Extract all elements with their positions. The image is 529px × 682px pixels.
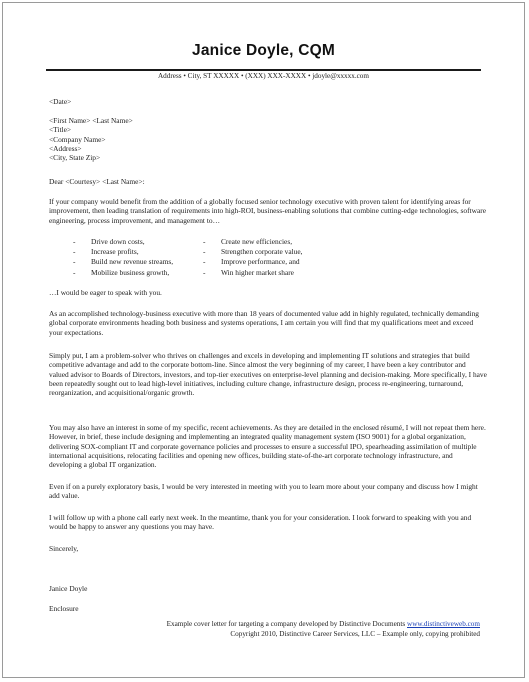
paragraph-experience xyxy=(49,309,487,337)
recipient-block xyxy=(49,116,487,162)
intro-paragraph xyxy=(49,197,487,225)
header-rule xyxy=(46,69,481,71)
enclosure-text: Enclosure xyxy=(49,604,79,613)
sender-name: Janice Doyle, CQM xyxy=(192,42,335,59)
salutation-text: Dear <Courtesy> <Last Name>: xyxy=(49,177,145,186)
bullet-dash-icon: - xyxy=(73,237,76,246)
bullet-row xyxy=(73,268,373,278)
paragraph-achievements xyxy=(49,423,487,469)
footer-website-link[interactable]: www.distinctiveweb.com xyxy=(407,620,480,628)
closing xyxy=(49,544,487,553)
bullet-dash-icon: - xyxy=(73,257,76,267)
date-line xyxy=(49,97,487,106)
bullet-item: Strengthen corporate value, xyxy=(221,247,303,257)
bullet-dash-icon: - xyxy=(203,237,206,246)
salutation xyxy=(49,177,487,186)
paragraph-meeting xyxy=(49,482,487,501)
bullet-item: Improve performance, and xyxy=(221,257,300,267)
paragraph-text: As an accomplished technology-business executive with more than 18 years of documented value add in highly regulated, technically demanding global corporate environments heading both business and systems operations, I am certain you will find that my qualifications meet and exceed your expectations. xyxy=(49,309,479,337)
bullet-dash-icon: - xyxy=(203,267,206,277)
recipient-company: <Company Name> xyxy=(49,134,106,144)
bullet-item: Create new efficiencies, xyxy=(221,237,293,246)
bullet-item: Drive down costs, xyxy=(91,237,145,246)
paragraph-text: Even if on a purely exploratory basis, I would be very interested in meeting with you to learn more about your company and discuss how I might add value. xyxy=(49,482,478,501)
recipient-city: <City, State Zip> xyxy=(49,153,101,163)
paragraph-problem-solver xyxy=(49,351,487,397)
paragraph-text: I will follow up with a phone call early next week. In the meantime, thank you for your consideration. I look forward to speaking with you and would be happy to answer any questions you may have. xyxy=(49,513,472,532)
bullet-row xyxy=(73,247,373,257)
bullet-dash-icon: - xyxy=(203,257,206,267)
footer-text: Example cover letter for targeting a company developed by Distinctive Documents xyxy=(166,620,406,628)
letter-date: <Date> xyxy=(49,97,72,106)
contact-line: Address • City, ST XXXXX • (XXX) XXX-XXXX • jdoyle@xxxxx.com xyxy=(157,72,369,80)
bullet-dash-icon: - xyxy=(73,267,76,277)
intro-text: If your company would benefit from the addition of a globally focused senior technology executive with proven talent for identifying areas for improvement, then leading translation of requirements into high-ROI, business-enabling solutions that combine cutting-edge technologies, software engineering, process improvement, and management to… xyxy=(49,197,486,225)
signature xyxy=(49,584,487,593)
eager-line xyxy=(49,288,487,297)
recipient-address: <Address> xyxy=(49,143,82,153)
bullet-dash-icon: - xyxy=(73,247,76,257)
bullet-item: Win higher market share xyxy=(221,267,294,277)
signature-name: Janice Doyle xyxy=(49,584,88,593)
enclosure xyxy=(49,604,487,613)
footer-copyright: Copyright 2010, Distinctive Career Services, LLC – Example only, copying prohibited xyxy=(230,630,480,638)
paragraph-text: Simply put, I am a problem-solver who thrives on challenges and excels in developing and implementing IT solutions and strategies that build competitive advantage and add to the corporate bottom-line. Since almost the very beginning of my career, I have been a key contributor and valued advisor to Boards of Directors, investors, and top-tier executives on enterprise-level planning and decision-making. More specifically, I have been repeatedly sought out to lead high-level initiatives, including culture change, infrastructure design, process re-engineering, turnaround, reorganization, and acquisitional/organic growth. xyxy=(49,351,487,398)
bullet-row xyxy=(73,237,373,247)
bullet-item: Mobilize business growth, xyxy=(91,267,170,277)
footer-line-1 xyxy=(167,620,480,629)
bullet-row xyxy=(73,257,373,267)
paragraph-text: You may also have an interest in some of my specific, recent achievements. As they are detailed in the enclosed résumé, I will not repeat them here. However, in brief, these include designing and implementing an integrated quality management system (ISO 9001) for a global organization, delivering SOX-compliant IT and corporate governance policies and processes to ensure a successful IPO, spearheading assimilation of multiple international acquisitions, relocating facilities and opening new offices, building state-of-the-art corporate technology infrastructure, and developing a global IT organization. xyxy=(49,423,486,470)
recipient-name: <First Name> <Last Name> xyxy=(49,116,133,125)
recipient-title: <Title> xyxy=(49,125,72,135)
benefit-bullet-list xyxy=(73,237,373,278)
closing-text: Sincerely, xyxy=(49,544,79,553)
bullet-item: Build new revenue streams, xyxy=(91,257,174,267)
bullet-dash-icon: - xyxy=(203,247,206,257)
bullet-item: Increase profits, xyxy=(91,247,139,257)
paragraph-follow-up xyxy=(49,513,487,532)
eager-text: …I would be eager to speak with you. xyxy=(49,288,162,297)
footer-line-2 xyxy=(230,630,480,639)
letter-page xyxy=(2,2,525,678)
